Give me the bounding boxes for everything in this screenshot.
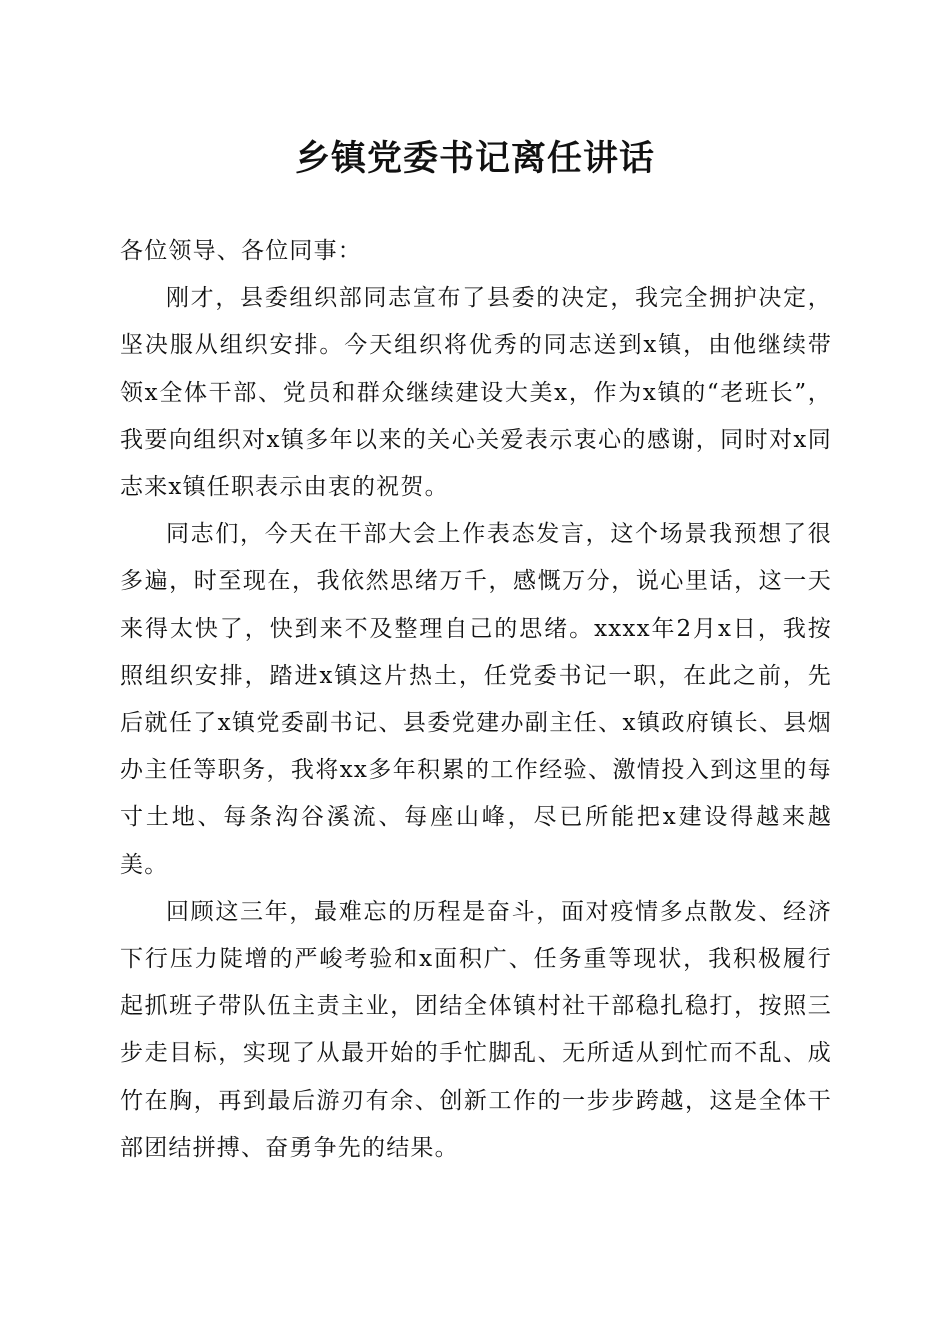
paragraph-2: 同志们，今天在干部大会上作表态发言，这个场景我预想了很多遍，时至现在，我依然思绪万千，感慨万分，说心里话，这一天来得太快了，快到来不及整理自己的思绪。xxxx年2月x日，我按照组织安排，踏进x镇这片热土，任党委书记一职，在此之前，先后就任了x镇党委副书记、县委党建办副主任、x镇政府镇长、县烟办主任等职务，我将xx多年积累的工作经验、激情投入到这里的每寸土地、每条沟谷溪流、每座山峰，尽已所能把x建设得越来越美。 xyxy=(120,521,832,878)
document-body xyxy=(120,228,832,1172)
document-title: 乡镇党委书记离任讲话 xyxy=(294,138,655,179)
paragraph-1: 刚才，县委组织部同志宣布了县委的决定，我完全拥护决定，坚决服从组织安排。今天组织将优秀的同志送到x镇，由他继续带领x全体干部、党员和群众继续建设大美x，作为x镇的“老班长”，我要向组织对x镇多年以来的关心关爱表示衷心的感谢，同时对x同志来x镇任职表示由衷的祝贺。 xyxy=(120,285,832,501)
paragraph-3: 回顾这三年，最难忘的历程是奋斗，面对疫情多点散发、经济下行压力陡增的严峻考验和x面积广、任务重等现状，我积极履行起抓班子带队伍主责主业，团结全体镇村社干部稳扎稳打，按照三步走目标，实现了从最开始的手忙脚乱、无所适从到忙而不乱、成竹在胸，再到最后游刃有余、创新工作的一步步跨越，这是全体干部团结拼搏、奋勇争先的结果。 xyxy=(120,898,832,1161)
salutation: 各位领导、各位同事： xyxy=(120,238,362,264)
